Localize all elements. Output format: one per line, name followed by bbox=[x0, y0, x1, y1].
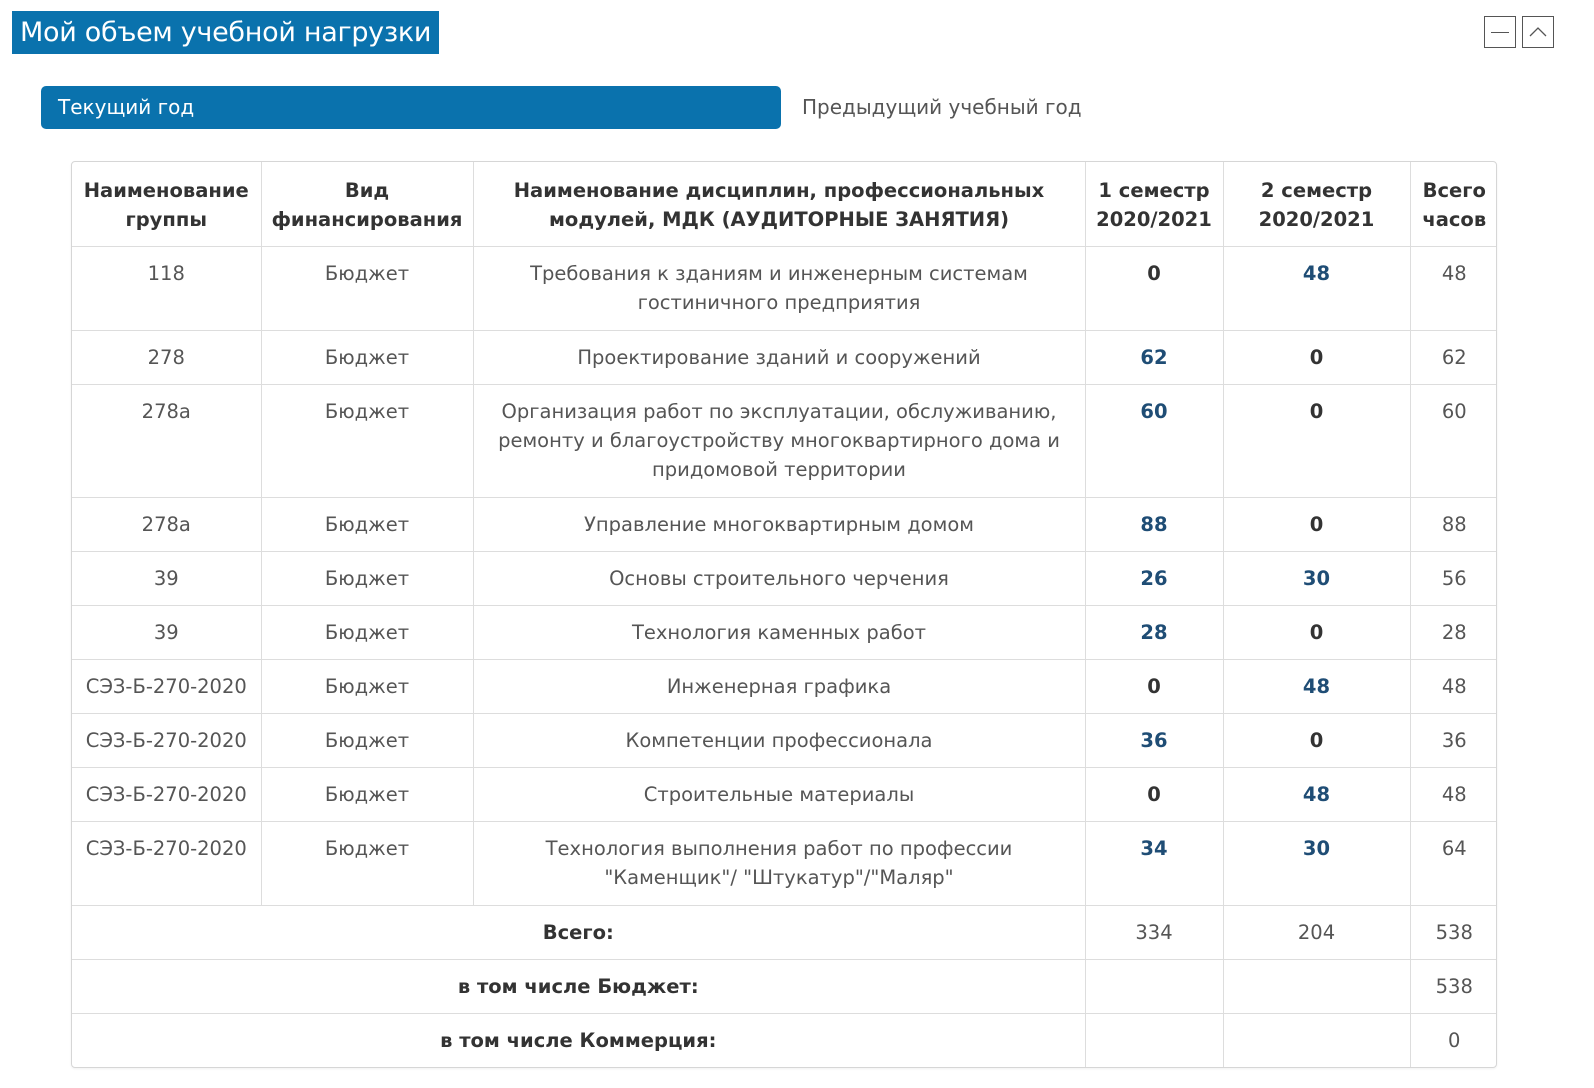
col-header-funding: Вид финансирования bbox=[261, 162, 473, 246]
collapse-button[interactable] bbox=[1522, 16, 1554, 48]
cell-sem1[interactable]: 62 bbox=[1085, 330, 1223, 384]
cell-total: 56 bbox=[1410, 551, 1497, 605]
cell-funding: Бюджет bbox=[261, 659, 473, 713]
summary-total: 0 bbox=[1448, 1028, 1461, 1052]
cell-total: 28 bbox=[1410, 605, 1497, 659]
cell-group: 278а bbox=[72, 497, 261, 551]
cell-group: СЭЗ-Б-270-2020 bbox=[72, 821, 261, 905]
tab-previous-year[interactable]: Предыдущий учебный год bbox=[802, 95, 1082, 119]
cell-sem1[interactable]: 26 bbox=[1085, 551, 1223, 605]
cell-sem2[interactable]: 0 bbox=[1223, 713, 1410, 767]
table-row bbox=[72, 384, 1497, 497]
col-header-total: Всего часов bbox=[1410, 162, 1497, 246]
cell-funding: Бюджет bbox=[261, 821, 473, 905]
cell-discipline: Технология каменных работ bbox=[473, 605, 1085, 659]
cell-sem1[interactable]: 88 bbox=[1085, 497, 1223, 551]
summary-sem1 bbox=[1085, 959, 1223, 1013]
table-row bbox=[72, 330, 1497, 384]
cell-total: 48 bbox=[1410, 659, 1497, 713]
table-row bbox=[72, 767, 1497, 821]
cell-funding: Бюджет bbox=[261, 497, 473, 551]
summary-sem1: 334 bbox=[1085, 905, 1223, 959]
tab-current-year[interactable]: Текущий год bbox=[41, 86, 781, 129]
cell-sem2[interactable]: 30 bbox=[1223, 551, 1410, 605]
summary-row-total bbox=[72, 905, 1497, 959]
cell-discipline: Основы строительного черчения bbox=[473, 551, 1085, 605]
cell-total: 88 bbox=[1410, 497, 1497, 551]
col-header-discipline: Наименование дисциплин, профессиональных модулей, МДК (АУДИТОРНЫЕ ЗАНЯТИЯ) bbox=[473, 162, 1085, 246]
cell-total: 48 bbox=[1410, 246, 1497, 330]
summary-label: Всего: bbox=[72, 905, 1085, 959]
summary-label: в том числе Коммерция: bbox=[72, 1013, 1085, 1067]
cell-sem1[interactable]: 60 bbox=[1085, 384, 1223, 497]
cell-discipline: Управление многоквартирным домом bbox=[473, 497, 1085, 551]
table-row bbox=[72, 605, 1497, 659]
table-row bbox=[72, 497, 1497, 551]
cell-discipline: Инженерная графика bbox=[473, 659, 1085, 713]
cell-group: СЭЗ-Б-270-2020 bbox=[72, 713, 261, 767]
cell-sem1[interactable]: 0 bbox=[1085, 767, 1223, 821]
summary-row-budget bbox=[72, 959, 1497, 1013]
cell-group: 278 bbox=[72, 330, 261, 384]
cell-total: 36 bbox=[1410, 713, 1497, 767]
cell-group: 39 bbox=[72, 551, 261, 605]
cell-funding: Бюджет bbox=[261, 384, 473, 497]
cell-group: 278а bbox=[72, 384, 261, 497]
cell-total: 60 bbox=[1410, 384, 1497, 497]
cell-sem1[interactable]: 0 bbox=[1085, 659, 1223, 713]
cell-discipline: Проектирование зданий и сооружений bbox=[473, 330, 1085, 384]
cell-sem1[interactable]: 28 bbox=[1085, 605, 1223, 659]
cell-sem1[interactable]: 36 bbox=[1085, 713, 1223, 767]
chevron-up-icon bbox=[1528, 24, 1548, 40]
cell-sem2[interactable]: 48 bbox=[1223, 767, 1410, 821]
table-row bbox=[72, 659, 1497, 713]
summary-sem1 bbox=[1085, 1013, 1223, 1067]
summary-sem2: 204 bbox=[1223, 905, 1410, 959]
summary-label: в том числе Бюджет: bbox=[72, 959, 1085, 1013]
cell-total: 62 bbox=[1410, 330, 1497, 384]
table-row bbox=[72, 713, 1497, 767]
summary-sem2 bbox=[1223, 1013, 1410, 1067]
cell-sem2[interactable]: 30 bbox=[1223, 821, 1410, 905]
cell-sem2[interactable]: 0 bbox=[1223, 330, 1410, 384]
cell-total: 48 bbox=[1410, 767, 1497, 821]
cell-sem2[interactable]: 0 bbox=[1223, 605, 1410, 659]
cell-funding: Бюджет bbox=[261, 713, 473, 767]
cell-discipline: Требования к зданиям и инженерным системам гостиничного предприятия bbox=[473, 246, 1085, 330]
col-header-sem1: 1 семестр 2020/2021 bbox=[1085, 162, 1223, 246]
workload-table bbox=[71, 161, 1497, 1068]
cell-group: 39 bbox=[72, 605, 261, 659]
cell-funding: Бюджет bbox=[261, 767, 473, 821]
cell-total: 64 bbox=[1410, 821, 1497, 905]
table-row bbox=[72, 821, 1497, 905]
cell-sem1[interactable]: 34 bbox=[1085, 821, 1223, 905]
cell-group: СЭЗ-Б-270-2020 bbox=[72, 767, 261, 821]
col-header-group: Наименование группы bbox=[72, 162, 261, 246]
summary-total: 538 bbox=[1410, 959, 1497, 1013]
page-title: Мой объем учебной нагрузки bbox=[12, 11, 439, 54]
summary-total: 538 bbox=[1410, 905, 1497, 959]
col-header-sem2: 2 семестр 2020/2021 bbox=[1223, 162, 1410, 246]
cell-sem2[interactable]: 0 bbox=[1223, 497, 1410, 551]
cell-group: СЭЗ-Б-270-2020 bbox=[72, 659, 261, 713]
cell-group: 118 bbox=[72, 246, 261, 330]
cell-sem2[interactable]: 48 bbox=[1223, 246, 1410, 330]
summary-sem2 bbox=[1223, 959, 1410, 1013]
cell-sem2[interactable]: 48 bbox=[1223, 659, 1410, 713]
table-row bbox=[72, 246, 1497, 330]
cell-funding: Бюджет bbox=[261, 330, 473, 384]
cell-sem1[interactable]: 0 bbox=[1085, 246, 1223, 330]
cell-discipline: Технология выполнения работ по профессии "Каменщик"/ "Штукатур"/"Маляр" bbox=[473, 821, 1085, 905]
cell-discipline: Строительные материалы bbox=[473, 767, 1085, 821]
summary-row-commerce bbox=[72, 1013, 1497, 1067]
cell-funding: Бюджет bbox=[261, 605, 473, 659]
cell-discipline: Организация работ по эксплуатации, обслуживанию, ремонту и благоустройству многоквартирного дома и придомовой территории bbox=[473, 384, 1085, 497]
minimize-button[interactable] bbox=[1484, 16, 1516, 48]
cell-discipline: Компетенции профессионала bbox=[473, 713, 1085, 767]
minimize-icon bbox=[1491, 32, 1509, 33]
table-row bbox=[72, 551, 1497, 605]
table-header-row bbox=[72, 162, 1497, 246]
cell-funding: Бюджет bbox=[261, 551, 473, 605]
cell-funding: Бюджет bbox=[261, 246, 473, 330]
cell-sem2[interactable]: 0 bbox=[1223, 384, 1410, 497]
